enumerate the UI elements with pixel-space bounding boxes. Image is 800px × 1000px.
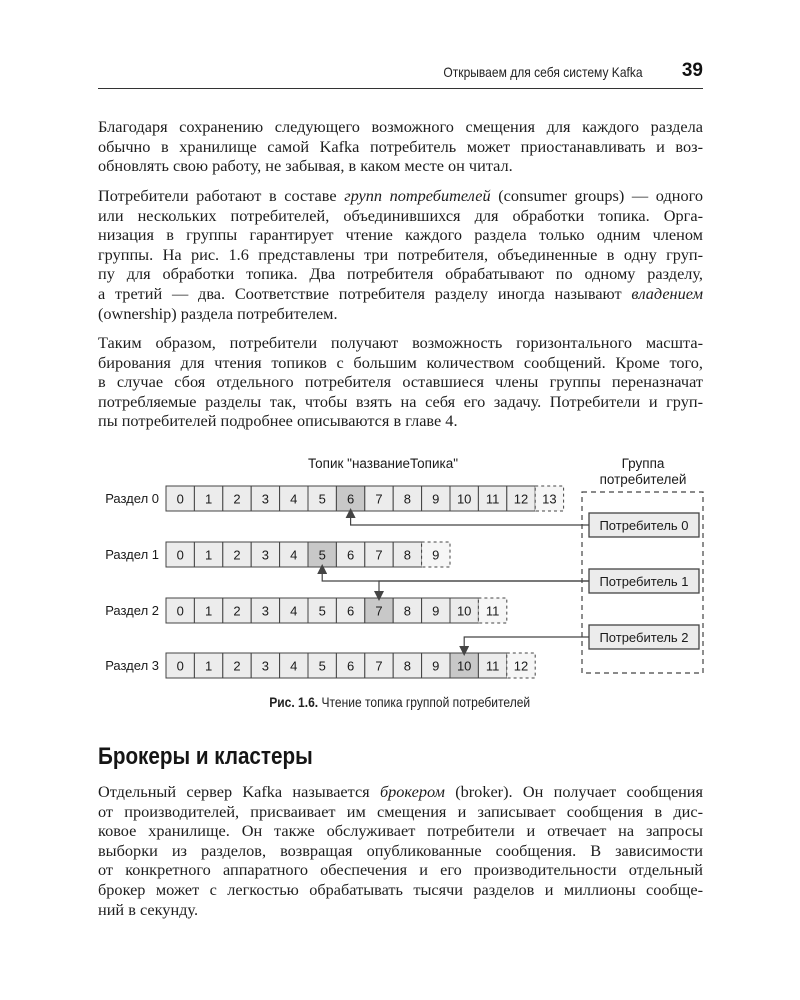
offset-label: 4: [290, 547, 298, 563]
offset-label: 10: [456, 603, 472, 619]
topic-label: Топик "названиеТопика": [307, 456, 459, 471]
offset-label: 11: [485, 491, 500, 507]
consumer-label: Потребитель 0: [599, 518, 689, 533]
partition-label: Раздел 0: [105, 491, 159, 506]
term-ownership: владением: [631, 283, 703, 303]
offset-label: 12: [513, 491, 529, 507]
read-arrow: [464, 637, 589, 651]
text-line: (ownership) раздела потребителем.: [98, 303, 338, 323]
figure-caption: [0, 694, 800, 710]
read-arrow: [322, 569, 589, 581]
partition-label: Раздел 3: [105, 658, 159, 673]
offset-label: 5: [318, 658, 326, 674]
text-line: ковое хранилище. Он также обслуживает потребители и отвечает на запросы: [98, 821, 703, 841]
text-line: низация в группы гарантирует чтение каждого раздела только одним членом: [98, 225, 703, 245]
offset-label: 10: [456, 491, 472, 507]
offset-label: 12: [513, 658, 529, 674]
offset-label: 7: [375, 547, 383, 563]
offset-label: 8: [403, 603, 412, 619]
offset-label: 0: [176, 658, 184, 674]
consumer-label: Потребитель 1: [599, 574, 689, 589]
text-line: пу для обработки топика. Два потребителя обрабатывают по одному разделу,: [98, 264, 703, 284]
offset-label: 2: [233, 491, 241, 507]
read-arrow: [351, 513, 589, 525]
offset-label: 6: [346, 658, 355, 674]
offset-label: 9: [432, 491, 440, 507]
offset-label: 4: [290, 603, 298, 619]
offset-label: 3: [261, 658, 270, 674]
consumer-label: Потребитель 2: [599, 630, 689, 645]
text-line: Отдельный сервер Kafka называется брокером (broker). Он получает сообщения: [98, 782, 703, 801]
offset-label: 7: [375, 603, 383, 619]
text-line: бирования для чтения топиков с большим количеством сообщений. Кроме того,: [98, 352, 703, 372]
figure-caption-label: Рис. 1.6.: [269, 694, 319, 710]
page-number: 39: [681, 60, 703, 81]
text-line: от производителей, присваивает им смещения и записывает сообщения в дис-: [98, 801, 703, 821]
offset-label: 1: [204, 603, 213, 619]
text-line: обновлять свою работу, не забывая, в каком месте он читал.: [98, 156, 513, 176]
offset-label: 7: [375, 658, 383, 674]
offset-label: 5: [318, 547, 326, 563]
text-line: или нескольких потребителей, объединившихся для обработки топика. Орга-: [98, 205, 703, 225]
offset-label: 2: [233, 658, 241, 674]
text-line: в случае сбоя отдельного потребителя оставшиеся члены группы переназначат: [98, 372, 703, 392]
section-heading: Брокеры и кластеры: [98, 743, 313, 770]
offset-label: 9: [432, 547, 440, 563]
figure-caption-text: Чтение топика группой потребителей: [321, 694, 531, 710]
term-consumer-groups: групп потребителей: [344, 186, 491, 205]
text-line: ний в секунду.: [98, 899, 199, 919]
text-line: группы. На рис. 1.6 представлены три потребителя, объединенные в одну груп-: [98, 244, 703, 264]
partition-label: Раздел 1: [105, 547, 159, 562]
running-head-title: Открываем для себя систему Kafka: [443, 64, 643, 80]
offset-label: 6: [346, 547, 355, 563]
offset-label: 13: [542, 491, 557, 507]
figure-consumer-group-diagram: [0, 440, 800, 720]
offset-label: 9: [432, 658, 440, 674]
offset-label: 1: [204, 491, 213, 507]
offset-label: 8: [403, 491, 412, 507]
offset-label: 8: [403, 658, 412, 674]
text-line: обычно в хранилище самой Kafka потребитель может приостанавливать и воз-: [98, 136, 703, 156]
text-line: от конкретного аппаратного обеспечения и его производительности отдельный: [98, 860, 703, 880]
offset-label: 1: [204, 658, 213, 674]
offset-label: 8: [403, 547, 412, 563]
offset-label: 0: [176, 547, 184, 563]
offset-label: 3: [261, 491, 270, 507]
offset-label: 5: [318, 491, 326, 507]
consumer-group-diagram: [0, 440, 800, 690]
offset-label: 11: [485, 658, 500, 674]
text-line: Потребители работают в составе групп потребителей (consumer groups) — одного: [98, 186, 703, 205]
consumer-group-label: потребителей: [599, 472, 687, 487]
text-line: а третий — два. Соответствие потребителя разделу иногда называют владением: [98, 283, 703, 303]
offset-label: 9: [432, 603, 440, 619]
text-line: пы потребителей подробнее описываются в главе 4.: [98, 411, 458, 431]
offset-label: 3: [261, 603, 270, 619]
offset-label: 3: [261, 547, 270, 563]
offset-label: 1: [204, 547, 213, 563]
partition-label: Раздел 2: [105, 603, 159, 618]
text-line: потребляемые разделы так, чтобы взять на себя его задачу. Потребители и груп-: [98, 391, 703, 411]
paragraph-consumer-groups: [98, 186, 703, 323]
paragraph-scaling: [98, 333, 703, 431]
consumer-group-label: Группа: [621, 456, 665, 471]
read-arrow: [379, 581, 589, 596]
offset-label: 6: [346, 491, 355, 507]
offset-label: 10: [456, 658, 472, 674]
text-line: выборки из разделов, возвращая опубликованные сообщения. В зависимости: [98, 840, 703, 860]
offset-label: 2: [233, 547, 241, 563]
text-line: брокер может с легкостью обрабатывать тысячи разделов и миллионы сообще-: [98, 879, 703, 899]
offset-label: 6: [346, 603, 355, 619]
text-line: Таким образом, потребители получают возможность горизонтального масшта-: [98, 333, 703, 352]
running-head: [98, 62, 703, 89]
offset-label: 0: [176, 491, 184, 507]
offset-label: 4: [290, 491, 298, 507]
offset-label: 7: [375, 491, 383, 507]
offset-label: 0: [176, 603, 184, 619]
offset-label: 11: [485, 603, 500, 619]
paragraph-brokers: [98, 782, 703, 919]
paragraph-offsets: [98, 117, 703, 176]
offset-label: 4: [290, 658, 298, 674]
term-broker: брокером: [379, 782, 445, 801]
offset-label: 5: [318, 603, 326, 619]
text-line: Благодаря сохранению следующего возможного смещения для каждого раздела: [98, 117, 703, 136]
offset-label: 2: [233, 603, 241, 619]
